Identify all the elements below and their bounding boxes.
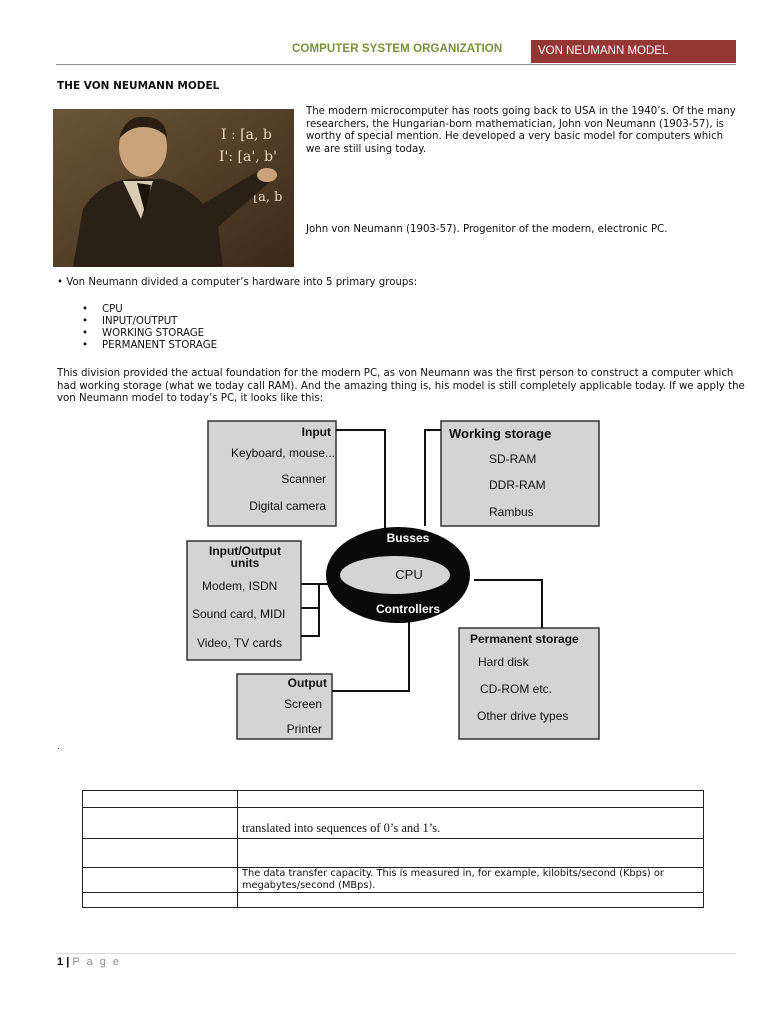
output-connector bbox=[332, 618, 409, 691]
table-row bbox=[83, 839, 704, 868]
page-footer bbox=[57, 956, 121, 968]
footer-divider bbox=[56, 953, 736, 954]
table-row bbox=[83, 893, 704, 908]
working-storage-item: Rambus bbox=[489, 505, 534, 519]
input-title: Input bbox=[301, 425, 331, 439]
controllers-label: Controllers bbox=[375, 602, 441, 616]
table-row bbox=[83, 791, 704, 808]
page-label: P a g e bbox=[72, 956, 121, 968]
input-item: Scanner bbox=[281, 472, 326, 486]
table-cell bbox=[83, 839, 238, 868]
foundation-paragraph: This division provided the actual foundation for the modern PC, as von Neumann was the first person to construct a computer which had working storage (what we today call RAM). And the amazing thing is, his model is still completely applicable today. If we apply the von Neumann model to today’s PC, it looks like this: bbox=[57, 368, 745, 405]
page-number: 1 bbox=[57, 956, 64, 968]
list-item: • PERMANENT STORAGE bbox=[82, 340, 217, 352]
table-cell: translated into sequences of 0’s and 1’s. bbox=[238, 808, 704, 839]
table-cell bbox=[238, 893, 704, 908]
input-connector bbox=[336, 430, 385, 528]
output-item: Screen bbox=[283, 697, 322, 711]
table-cell bbox=[83, 893, 238, 908]
table-cell bbox=[83, 868, 238, 893]
io-units-item: Sound card, MIDI bbox=[192, 607, 286, 621]
groups-lead-text: • Von Neumann divided a computer’s hardware into 5 primary groups: bbox=[57, 277, 418, 288]
list-item: • CPU bbox=[82, 304, 217, 316]
table-cell bbox=[238, 791, 704, 808]
list-item: • INPUT/OUTPUT bbox=[82, 316, 217, 328]
input-item: Keyboard, mouse... bbox=[230, 446, 335, 460]
io-units-item: Modem, ISDN bbox=[202, 579, 278, 593]
table-cell bbox=[83, 791, 238, 808]
von-neumann-diagram bbox=[185, 418, 605, 744]
permanent-storage-item: Hard disk bbox=[478, 655, 529, 669]
von-neumann-portrait bbox=[53, 109, 294, 267]
table-row bbox=[83, 808, 704, 839]
io-units-title: units bbox=[230, 556, 260, 570]
permanent-storage-item: Other drive types bbox=[477, 709, 569, 723]
intro-paragraph: The modern microcomputer has roots going back to USA in the 1940’s. Of the many researchers, the Hungarian-born mathematician, John von Neumann (1903-57), is worthy of special mention. He developed a very basic model for computers which we are still using today. bbox=[306, 106, 736, 155]
photo-caption: John von Neumann (1903-57). Progenitor of the modern, electronic PC. bbox=[306, 224, 668, 235]
output-item: Printer bbox=[286, 722, 322, 736]
stray-dot: . bbox=[57, 742, 60, 752]
output-title: Output bbox=[287, 676, 327, 690]
busses-label: Busses bbox=[386, 531, 430, 545]
working-storage-item: SD-RAM bbox=[489, 452, 537, 466]
page-separator: | bbox=[66, 956, 70, 968]
permanent-storage-title: Permanent storage bbox=[470, 632, 579, 646]
chalk-line-3: [a, b bbox=[253, 190, 283, 205]
input-item: Digital camera bbox=[249, 499, 326, 513]
cpu-label: CPU bbox=[395, 567, 423, 582]
hardware-groups-list bbox=[82, 304, 217, 352]
permanent-storage-connector bbox=[474, 580, 542, 628]
table-cell: The data transfer capacity. This is measured in, for example, kilobits/second (Kbps) or megabytes/second (MBps). bbox=[238, 868, 704, 893]
table-cell bbox=[83, 808, 238, 839]
io-connector-2 bbox=[301, 584, 319, 608]
working-storage-connector bbox=[425, 430, 441, 526]
header-chapter-tab: VON NEUMANN MODEL bbox=[531, 40, 736, 63]
chalk-line-2: I': [a', b' bbox=[219, 149, 277, 165]
definitions-table bbox=[82, 790, 704, 908]
header-section-title: COMPUTER SYSTEM ORGANIZATION bbox=[292, 43, 503, 55]
chalk-line-1: I : [a, b bbox=[221, 127, 272, 143]
working-storage-item: DDR-RAM bbox=[489, 478, 546, 492]
working-storage-title: Working storage bbox=[449, 426, 552, 441]
io-units-item: Video, TV cards bbox=[197, 636, 282, 650]
list-item: • WORKING STORAGE bbox=[82, 328, 217, 340]
table-cell bbox=[238, 839, 704, 868]
io-connector-3 bbox=[301, 608, 319, 636]
permanent-storage-item: CD-ROM etc. bbox=[480, 682, 552, 696]
table-row bbox=[83, 868, 704, 893]
page-title: THE VON NEUMANN MODEL bbox=[57, 80, 220, 92]
io-units-title: Input/Output bbox=[209, 544, 281, 558]
header-divider bbox=[56, 64, 736, 65]
